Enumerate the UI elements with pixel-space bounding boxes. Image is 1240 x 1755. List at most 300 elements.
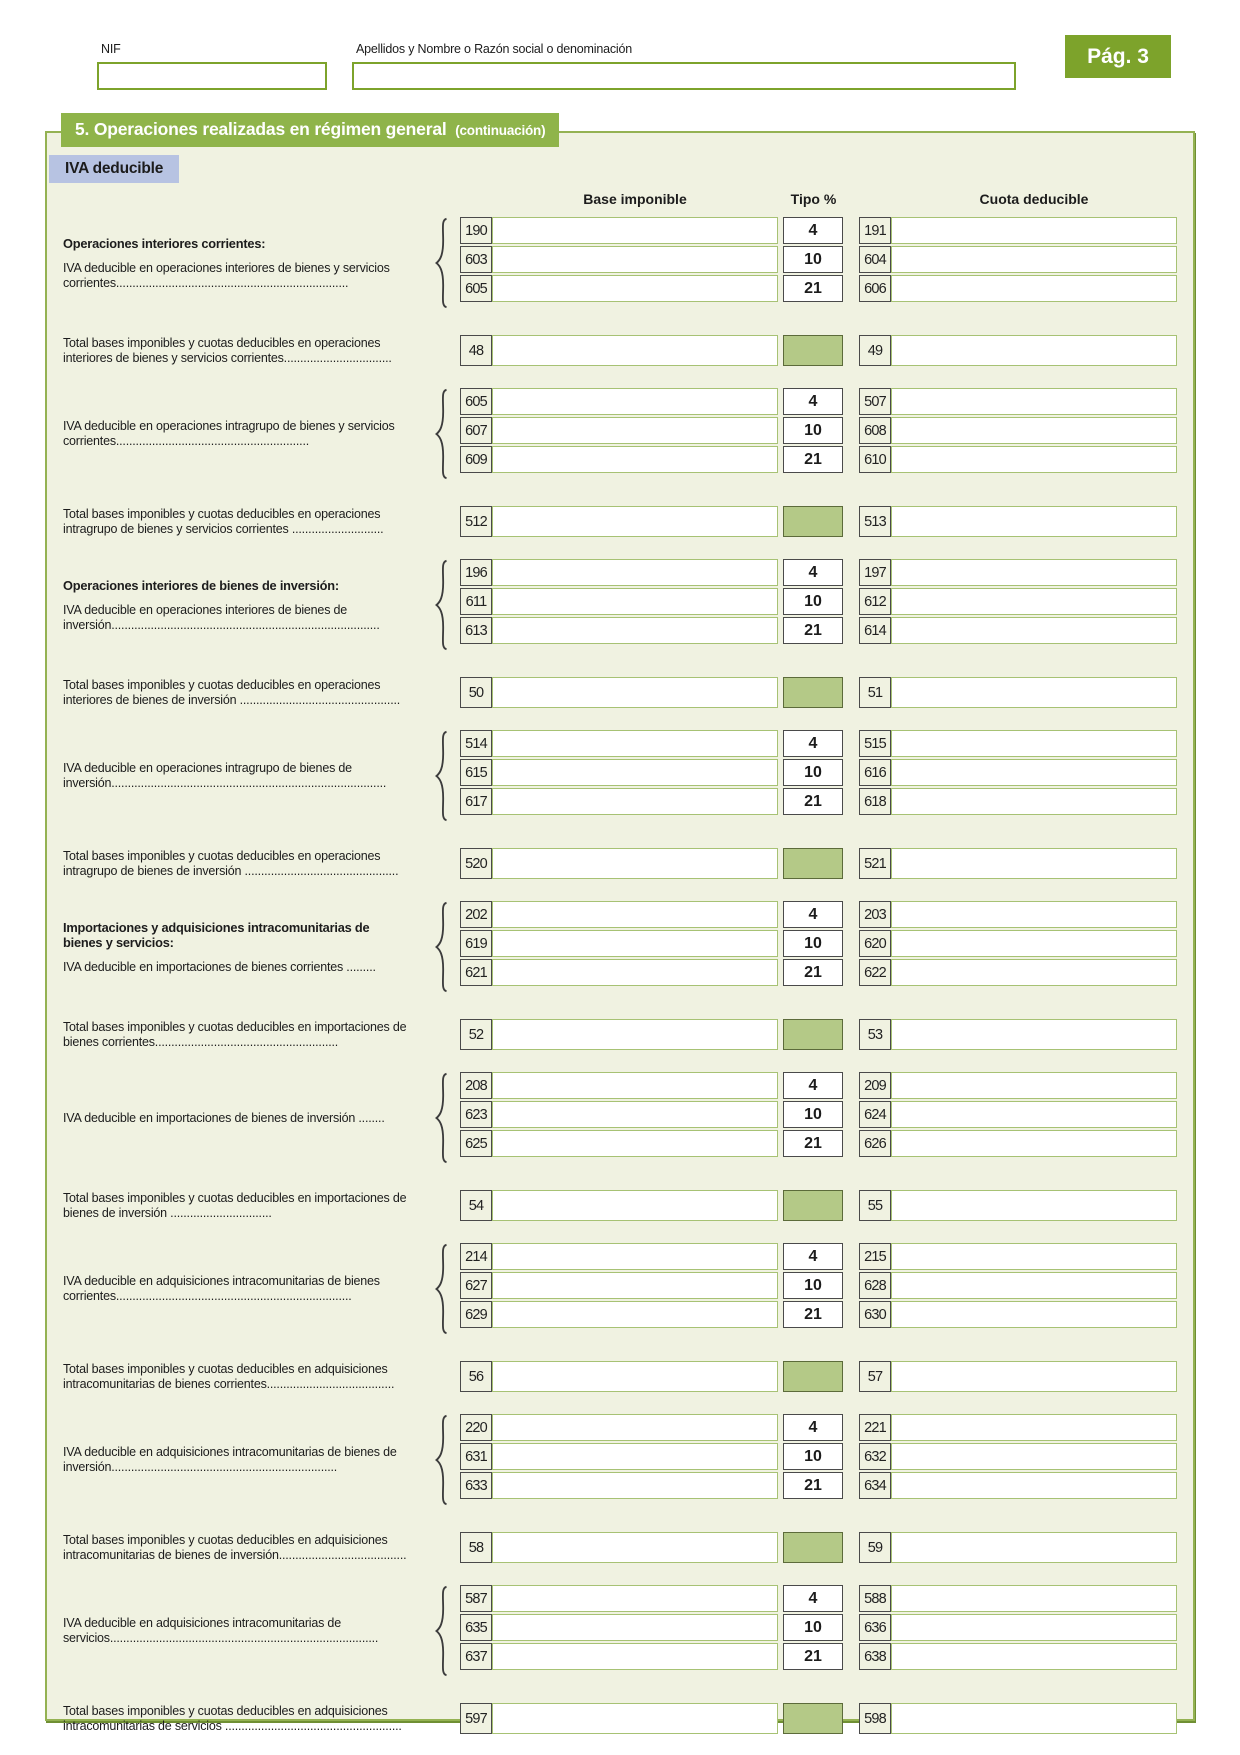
cuota-deducible-input[interactable]	[891, 930, 1177, 957]
total-label: Total bases imponibles y cuotas deducibles en operaciones intragrupo de bienes de inversión ...............................................	[63, 848, 399, 878]
curly-brace-icon	[434, 901, 460, 993]
tipo-cell	[778, 1101, 859, 1128]
total-row	[63, 506, 1177, 537]
tipo-cell	[778, 417, 859, 444]
cuota-deducible-input[interactable]	[891, 1443, 1177, 1470]
base-code-box: 637	[460, 1643, 492, 1670]
rows	[460, 217, 1177, 309]
name-input[interactable]	[352, 62, 1016, 90]
field-row	[460, 1243, 1177, 1270]
base-imponible-input[interactable]	[492, 1243, 778, 1270]
base-imponible-input[interactable]	[492, 1614, 778, 1641]
total-base-input[interactable]	[492, 1532, 778, 1563]
base-imponible-input[interactable]	[492, 1643, 778, 1670]
cuota-code-box: 632	[859, 1443, 891, 1470]
tipo-cell	[778, 1361, 859, 1392]
group-label: IVA deducible en operaciones interiores de bienes de inversión..................................................................................	[63, 602, 380, 632]
tipo-cell	[778, 1190, 859, 1221]
total-label: Total bases imponibles y cuotas deducibles en adquisiciones intracomunitarias de bienes de inversión.......................................	[63, 1532, 407, 1562]
base-imponible-input[interactable]	[492, 759, 778, 786]
total-base-input[interactable]	[492, 1361, 778, 1392]
field-row	[460, 1301, 1177, 1328]
total-label: Total bases imponibles y cuotas deducibles en operaciones interiores de bienes y servicios corrientes.................................	[63, 335, 392, 365]
total-label-cell	[63, 1532, 460, 1563]
field-row	[460, 1585, 1177, 1612]
base-code-box: 202	[460, 901, 492, 928]
total-cuota-input[interactable]	[891, 335, 1177, 366]
total-cuota-code-box: 51	[859, 677, 891, 708]
rows	[460, 559, 1177, 651]
tipo-cell	[778, 930, 859, 957]
total-row	[63, 1190, 1177, 1221]
base-imponible-input[interactable]	[492, 246, 778, 273]
base-imponible-input[interactable]	[492, 1072, 778, 1099]
cuota-deducible-input[interactable]	[891, 901, 1177, 928]
base-imponible-input[interactable]	[492, 1585, 778, 1612]
detail-group	[63, 1414, 1177, 1506]
tipo-cell	[778, 588, 859, 615]
total-base-input[interactable]	[492, 848, 778, 879]
tipo-box: 4	[783, 730, 843, 757]
total-cuota-input[interactable]	[891, 1019, 1177, 1050]
total-cuota-input[interactable]	[891, 1532, 1177, 1563]
cuota-code-box: 608	[859, 417, 891, 444]
cuota-deducible-input[interactable]	[891, 446, 1177, 473]
cuota-deducible-input[interactable]	[891, 1301, 1177, 1328]
base-code-box: 627	[460, 1272, 492, 1299]
cuota-code-box: 507	[859, 388, 891, 415]
tipo-cell	[778, 1072, 859, 1099]
tipo-box: 10	[783, 1101, 843, 1128]
tipo-cell	[778, 759, 859, 786]
group-label-cell	[63, 730, 434, 822]
cuota-deducible-input[interactable]	[891, 1072, 1177, 1099]
tipo-box: 10	[783, 1443, 843, 1470]
base-imponible-input[interactable]	[492, 959, 778, 986]
section-continuation-label: (continuación)	[455, 123, 546, 138]
cuota-code-box: 221	[859, 1414, 891, 1441]
base-code-box: 611	[460, 588, 492, 615]
total-label-cell	[63, 677, 460, 708]
field-row	[460, 1614, 1177, 1641]
total-label: Total bases imponibles y cuotas deducibles en importaciones de bienes corrientes........................................................	[63, 1019, 407, 1049]
detail-group	[63, 730, 1177, 822]
base-code-box: 621	[460, 959, 492, 986]
group-label-cell	[63, 388, 434, 480]
tipo-box: 10	[783, 759, 843, 786]
cuota-code-box: 636	[859, 1614, 891, 1641]
total-row	[63, 1532, 1177, 1563]
field-row	[460, 388, 1177, 415]
rows	[460, 901, 1177, 993]
base-imponible-input[interactable]	[492, 730, 778, 757]
column-header-cuota: Cuota deducible	[979, 191, 1089, 207]
cuota-deducible-input[interactable]	[891, 1414, 1177, 1441]
field-row	[460, 417, 1177, 444]
rows	[460, 1072, 1177, 1164]
group-label: IVA deducible en adquisiciones intracomunitarias de servicios..................................................................................	[63, 1616, 379, 1645]
column-header-base: Base imponible	[583, 191, 687, 207]
total-base-code-box: 50	[460, 677, 492, 708]
field-row	[460, 930, 1177, 957]
group-label-cell	[63, 1414, 434, 1506]
group-label: IVA deducible en operaciones intragrupo de bienes y servicios corrientes...........................................................	[63, 419, 395, 448]
base-code-box: 633	[460, 1472, 492, 1499]
no-tipo-box	[783, 1532, 843, 1563]
field-row	[460, 730, 1177, 757]
cuota-deducible-input[interactable]	[891, 1243, 1177, 1270]
base-imponible-input[interactable]	[492, 559, 778, 586]
cuota-deducible-input[interactable]	[891, 617, 1177, 644]
tipo-box: 21	[783, 1301, 843, 1328]
total-label-cell	[63, 1019, 460, 1050]
cuota-code-box: 626	[859, 1130, 891, 1157]
tipo-box: 21	[783, 1472, 843, 1499]
base-code-box: 220	[460, 1414, 492, 1441]
cuota-deducible-input[interactable]	[891, 275, 1177, 302]
total-label: Total bases imponibles y cuotas deducibles en operaciones intragrupo de bienes y servicios corrientes ............................	[63, 506, 384, 536]
total-cuota-code-box: 598	[859, 1703, 891, 1734]
total-cuota-code-box: 513	[859, 506, 891, 537]
tipo-box: 10	[783, 1614, 843, 1641]
subsection-chip: IVA deducible	[49, 155, 179, 183]
total-label-cell	[63, 1703, 460, 1734]
base-imponible-input[interactable]	[492, 446, 778, 473]
total-label-cell	[63, 506, 460, 537]
total-row	[63, 677, 1177, 708]
no-tipo-box	[783, 677, 843, 708]
group-label-cell	[63, 559, 434, 651]
cuota-code-box: 209	[859, 1072, 891, 1099]
total-base-input[interactable]	[492, 335, 778, 366]
tipo-cell	[778, 559, 859, 586]
cuota-code-box: 191	[859, 217, 891, 244]
cuota-deducible-input[interactable]	[891, 417, 1177, 444]
total-cuota-input[interactable]	[891, 1703, 1177, 1734]
no-tipo-box	[783, 1361, 843, 1392]
cuota-code-box: 215	[859, 1243, 891, 1270]
field-row	[460, 1443, 1177, 1470]
total-base-input[interactable]	[492, 1019, 778, 1050]
base-imponible-input[interactable]	[492, 417, 778, 444]
base-imponible-input[interactable]	[492, 1443, 778, 1470]
group-label: IVA deducible en adquisiciones intracomunitarias de bienes de inversión.....................................................................	[63, 1445, 397, 1474]
cuota-deducible-input[interactable]	[891, 217, 1177, 244]
field-row	[460, 246, 1177, 273]
total-label: Total bases imponibles y cuotas deducibles en operaciones interiores de bienes de inversión .................................................	[63, 677, 401, 707]
field-row	[460, 1414, 1177, 1441]
cuota-code-box: 638	[859, 1643, 891, 1670]
curly-brace-icon	[434, 730, 460, 822]
base-imponible-input[interactable]	[492, 1472, 778, 1499]
field-row	[460, 1130, 1177, 1157]
total-base-input[interactable]	[492, 1190, 778, 1221]
tipo-cell	[778, 788, 859, 815]
field-row	[460, 1643, 1177, 1670]
total-row	[63, 1703, 1177, 1734]
total-cuota-input[interactable]	[891, 848, 1177, 879]
cuota-deducible-input[interactable]	[891, 759, 1177, 786]
field-row	[460, 759, 1177, 786]
tipo-box: 21	[783, 446, 843, 473]
tipo-box: 4	[783, 1414, 843, 1441]
curly-brace-icon	[434, 1072, 460, 1164]
base-imponible-input[interactable]	[492, 901, 778, 928]
cuota-code-box: 203	[859, 901, 891, 928]
base-imponible-input[interactable]	[492, 788, 778, 815]
tipo-box: 21	[783, 617, 843, 644]
total-label-cell	[63, 1361, 460, 1392]
total-label-cell	[63, 848, 460, 879]
total-base-code-box: 58	[460, 1532, 492, 1563]
total-base-input[interactable]	[492, 677, 778, 708]
tipo-cell	[778, 1414, 859, 1441]
blocks	[63, 217, 1177, 1734]
tipo-cell	[778, 217, 859, 244]
total-base-code-box: 597	[460, 1703, 492, 1734]
tipo-box: 4	[783, 901, 843, 928]
base-code-box: 514	[460, 730, 492, 757]
tipo-box: 4	[783, 1072, 843, 1099]
tipo-box: 4	[783, 1585, 843, 1612]
no-tipo-box	[783, 1190, 843, 1221]
cuota-deducible-input[interactable]	[891, 246, 1177, 273]
cuota-deducible-input[interactable]	[891, 788, 1177, 815]
field-row	[460, 1272, 1177, 1299]
cuota-code-box: 630	[859, 1301, 891, 1328]
curly-brace-icon	[434, 559, 460, 651]
total-base-input[interactable]	[492, 506, 778, 537]
base-code-box: 631	[460, 1443, 492, 1470]
detail-group	[63, 388, 1177, 480]
field-row	[460, 275, 1177, 302]
rows	[460, 1414, 1177, 1506]
cuota-deducible-input[interactable]	[891, 1643, 1177, 1670]
group-heading: Importaciones y adquisiciones intracomunitarias de bienes y servicios:	[63, 919, 370, 950]
base-imponible-input[interactable]	[492, 217, 778, 244]
base-imponible-input[interactable]	[492, 1272, 778, 1299]
base-imponible-input[interactable]	[492, 1414, 778, 1441]
rows	[460, 388, 1177, 480]
base-imponible-input[interactable]	[492, 588, 778, 615]
cuota-deducible-input[interactable]	[891, 588, 1177, 615]
curly-brace-icon	[434, 1243, 460, 1335]
base-code-box: 617	[460, 788, 492, 815]
total-row	[63, 1019, 1177, 1050]
total-cuota-code-box: 49	[859, 335, 891, 366]
tipo-box: 10	[783, 246, 843, 273]
tipo-cell	[778, 246, 859, 273]
total-row	[63, 848, 1177, 879]
cuota-deducible-input[interactable]	[891, 559, 1177, 586]
field-row	[460, 446, 1177, 473]
total-cuota-input[interactable]	[891, 1361, 1177, 1392]
tipo-box: 10	[783, 1272, 843, 1299]
tipo-cell	[778, 1130, 859, 1157]
tipo-box: 21	[783, 1643, 843, 1670]
cuota-code-box: 515	[859, 730, 891, 757]
tipo-box: 4	[783, 1243, 843, 1270]
tipo-cell	[778, 901, 859, 928]
base-imponible-input[interactable]	[492, 1301, 778, 1328]
curly-brace-icon	[434, 1585, 460, 1677]
cuota-code-box: 588	[859, 1585, 891, 1612]
total-label-cell	[63, 1190, 460, 1221]
tipo-box: 10	[783, 930, 843, 957]
cuota-deducible-input[interactable]	[891, 1272, 1177, 1299]
tipo-box: 21	[783, 275, 843, 302]
detail-group	[63, 217, 1177, 309]
field-row	[460, 1472, 1177, 1499]
tipo-cell	[778, 1532, 859, 1563]
section-panel	[45, 119, 1195, 1733]
page-badge: Pág. 3	[1065, 35, 1171, 78]
group-label: IVA deducible en adquisiciones intracomunitarias de bienes corrientes........................................................................	[63, 1274, 380, 1303]
base-code-box: 603	[460, 246, 492, 273]
cuota-code-box: 610	[859, 446, 891, 473]
tipo-cell	[778, 1243, 859, 1270]
group-heading: Operaciones interiores de bienes de inversión:	[63, 577, 339, 593]
tipo-cell	[778, 1643, 859, 1670]
column-header-tipo: Tipo %	[790, 191, 837, 207]
total-cuota-code-box: 521	[859, 848, 891, 879]
group-label-cell	[63, 901, 434, 993]
cuota-deducible-input[interactable]	[891, 1101, 1177, 1128]
tipo-box: 4	[783, 388, 843, 415]
tipo-box: 21	[783, 788, 843, 815]
tipo-box: 4	[783, 559, 843, 586]
total-base-code-box: 56	[460, 1361, 492, 1392]
tipo-cell	[778, 730, 859, 757]
field-row	[460, 901, 1177, 928]
curly-brace-icon	[434, 1414, 460, 1506]
base-imponible-input[interactable]	[492, 388, 778, 415]
cuota-deducible-input[interactable]	[891, 1585, 1177, 1612]
tipo-cell	[778, 677, 859, 708]
total-row	[63, 1361, 1177, 1392]
tipo-cell	[778, 275, 859, 302]
total-label: Total bases imponibles y cuotas deducibles en importaciones de bienes de inversión ...............................	[63, 1190, 407, 1220]
field-row	[460, 1072, 1177, 1099]
base-code-box: 615	[460, 759, 492, 786]
total-cuota-code-box: 53	[859, 1019, 891, 1050]
detail-group	[63, 901, 1177, 993]
cuota-deducible-input[interactable]	[891, 959, 1177, 986]
cuota-code-box: 197	[859, 559, 891, 586]
total-label-cell	[63, 335, 460, 366]
cuota-code-box: 628	[859, 1272, 891, 1299]
total-base-code-box: 48	[460, 335, 492, 366]
tipo-cell	[778, 1472, 859, 1499]
base-code-box: 605	[460, 275, 492, 302]
tipo-cell	[778, 959, 859, 986]
total-base-code-box: 512	[460, 506, 492, 537]
cuota-deducible-input[interactable]	[891, 1130, 1177, 1157]
cuota-code-box: 614	[859, 617, 891, 644]
cuota-code-box: 612	[859, 588, 891, 615]
group-label-cell	[63, 1585, 434, 1677]
base-imponible-input[interactable]	[492, 930, 778, 957]
tipo-cell	[778, 1614, 859, 1641]
base-code-box: 629	[460, 1301, 492, 1328]
tipo-box: 4	[783, 217, 843, 244]
tipo-cell	[778, 446, 859, 473]
section-header	[61, 113, 559, 147]
tipo-cell	[778, 1019, 859, 1050]
section-title: 5. Operaciones realizadas en régimen general	[75, 119, 447, 139]
base-code-box: 587	[460, 1585, 492, 1612]
tipo-cell	[778, 335, 859, 366]
no-tipo-box	[783, 1019, 843, 1050]
group-label-cell	[63, 1072, 434, 1164]
tipo-cell	[778, 1585, 859, 1612]
total-base-input[interactable]	[492, 1703, 778, 1734]
total-base-code-box: 54	[460, 1190, 492, 1221]
no-tipo-box	[783, 335, 843, 366]
base-imponible-input[interactable]	[492, 275, 778, 302]
base-imponible-input[interactable]	[492, 1101, 778, 1128]
tipo-cell	[778, 388, 859, 415]
curly-brace-icon	[434, 388, 460, 480]
base-code-box: 609	[460, 446, 492, 473]
cuota-deducible-input[interactable]	[891, 388, 1177, 415]
base-imponible-input[interactable]	[492, 617, 778, 644]
cuota-code-box: 618	[859, 788, 891, 815]
cuota-deducible-input[interactable]	[891, 1472, 1177, 1499]
field-row	[460, 1101, 1177, 1128]
field-row	[460, 217, 1177, 244]
total-cuota-input[interactable]	[891, 506, 1177, 537]
cuota-code-box: 624	[859, 1101, 891, 1128]
field-row	[460, 788, 1177, 815]
detail-group	[63, 1585, 1177, 1677]
total-base-code-box: 52	[460, 1019, 492, 1050]
tipo-box: 21	[783, 959, 843, 986]
cuota-code-box: 604	[859, 246, 891, 273]
rows	[460, 1243, 1177, 1335]
detail-group	[63, 1072, 1177, 1164]
no-tipo-box	[783, 848, 843, 879]
group-label: IVA deducible en importaciones de bienes de inversión ........	[63, 1110, 385, 1125]
cuota-deducible-input[interactable]	[891, 730, 1177, 757]
group-heading: Operaciones interiores corrientes:	[63, 235, 266, 251]
total-cuota-code-box: 59	[859, 1532, 891, 1563]
column-headers	[63, 191, 1177, 207]
nif-input[interactable]	[97, 62, 327, 90]
group-label: IVA deducible en operaciones interiores de bienes y servicios corrientes.......................................................................	[63, 260, 390, 290]
tipo-cell	[778, 848, 859, 879]
field-row	[460, 617, 1177, 644]
rows	[460, 730, 1177, 822]
base-code-box: 196	[460, 559, 492, 586]
total-cuota-input[interactable]	[891, 677, 1177, 708]
base-imponible-input[interactable]	[492, 1130, 778, 1157]
tipo-box: 10	[783, 588, 843, 615]
base-code-box: 625	[460, 1130, 492, 1157]
total-cuota-code-box: 57	[859, 1361, 891, 1392]
field-row	[460, 559, 1177, 586]
cuota-deducible-input[interactable]	[891, 1614, 1177, 1641]
field-row	[460, 959, 1177, 986]
total-row	[63, 335, 1177, 366]
cuota-code-box: 620	[859, 930, 891, 957]
cuota-code-box: 606	[859, 275, 891, 302]
base-code-box: 208	[460, 1072, 492, 1099]
no-tipo-box	[783, 506, 843, 537]
total-cuota-input[interactable]	[891, 1190, 1177, 1221]
tipo-cell	[778, 1301, 859, 1328]
cuota-code-box: 622	[859, 959, 891, 986]
